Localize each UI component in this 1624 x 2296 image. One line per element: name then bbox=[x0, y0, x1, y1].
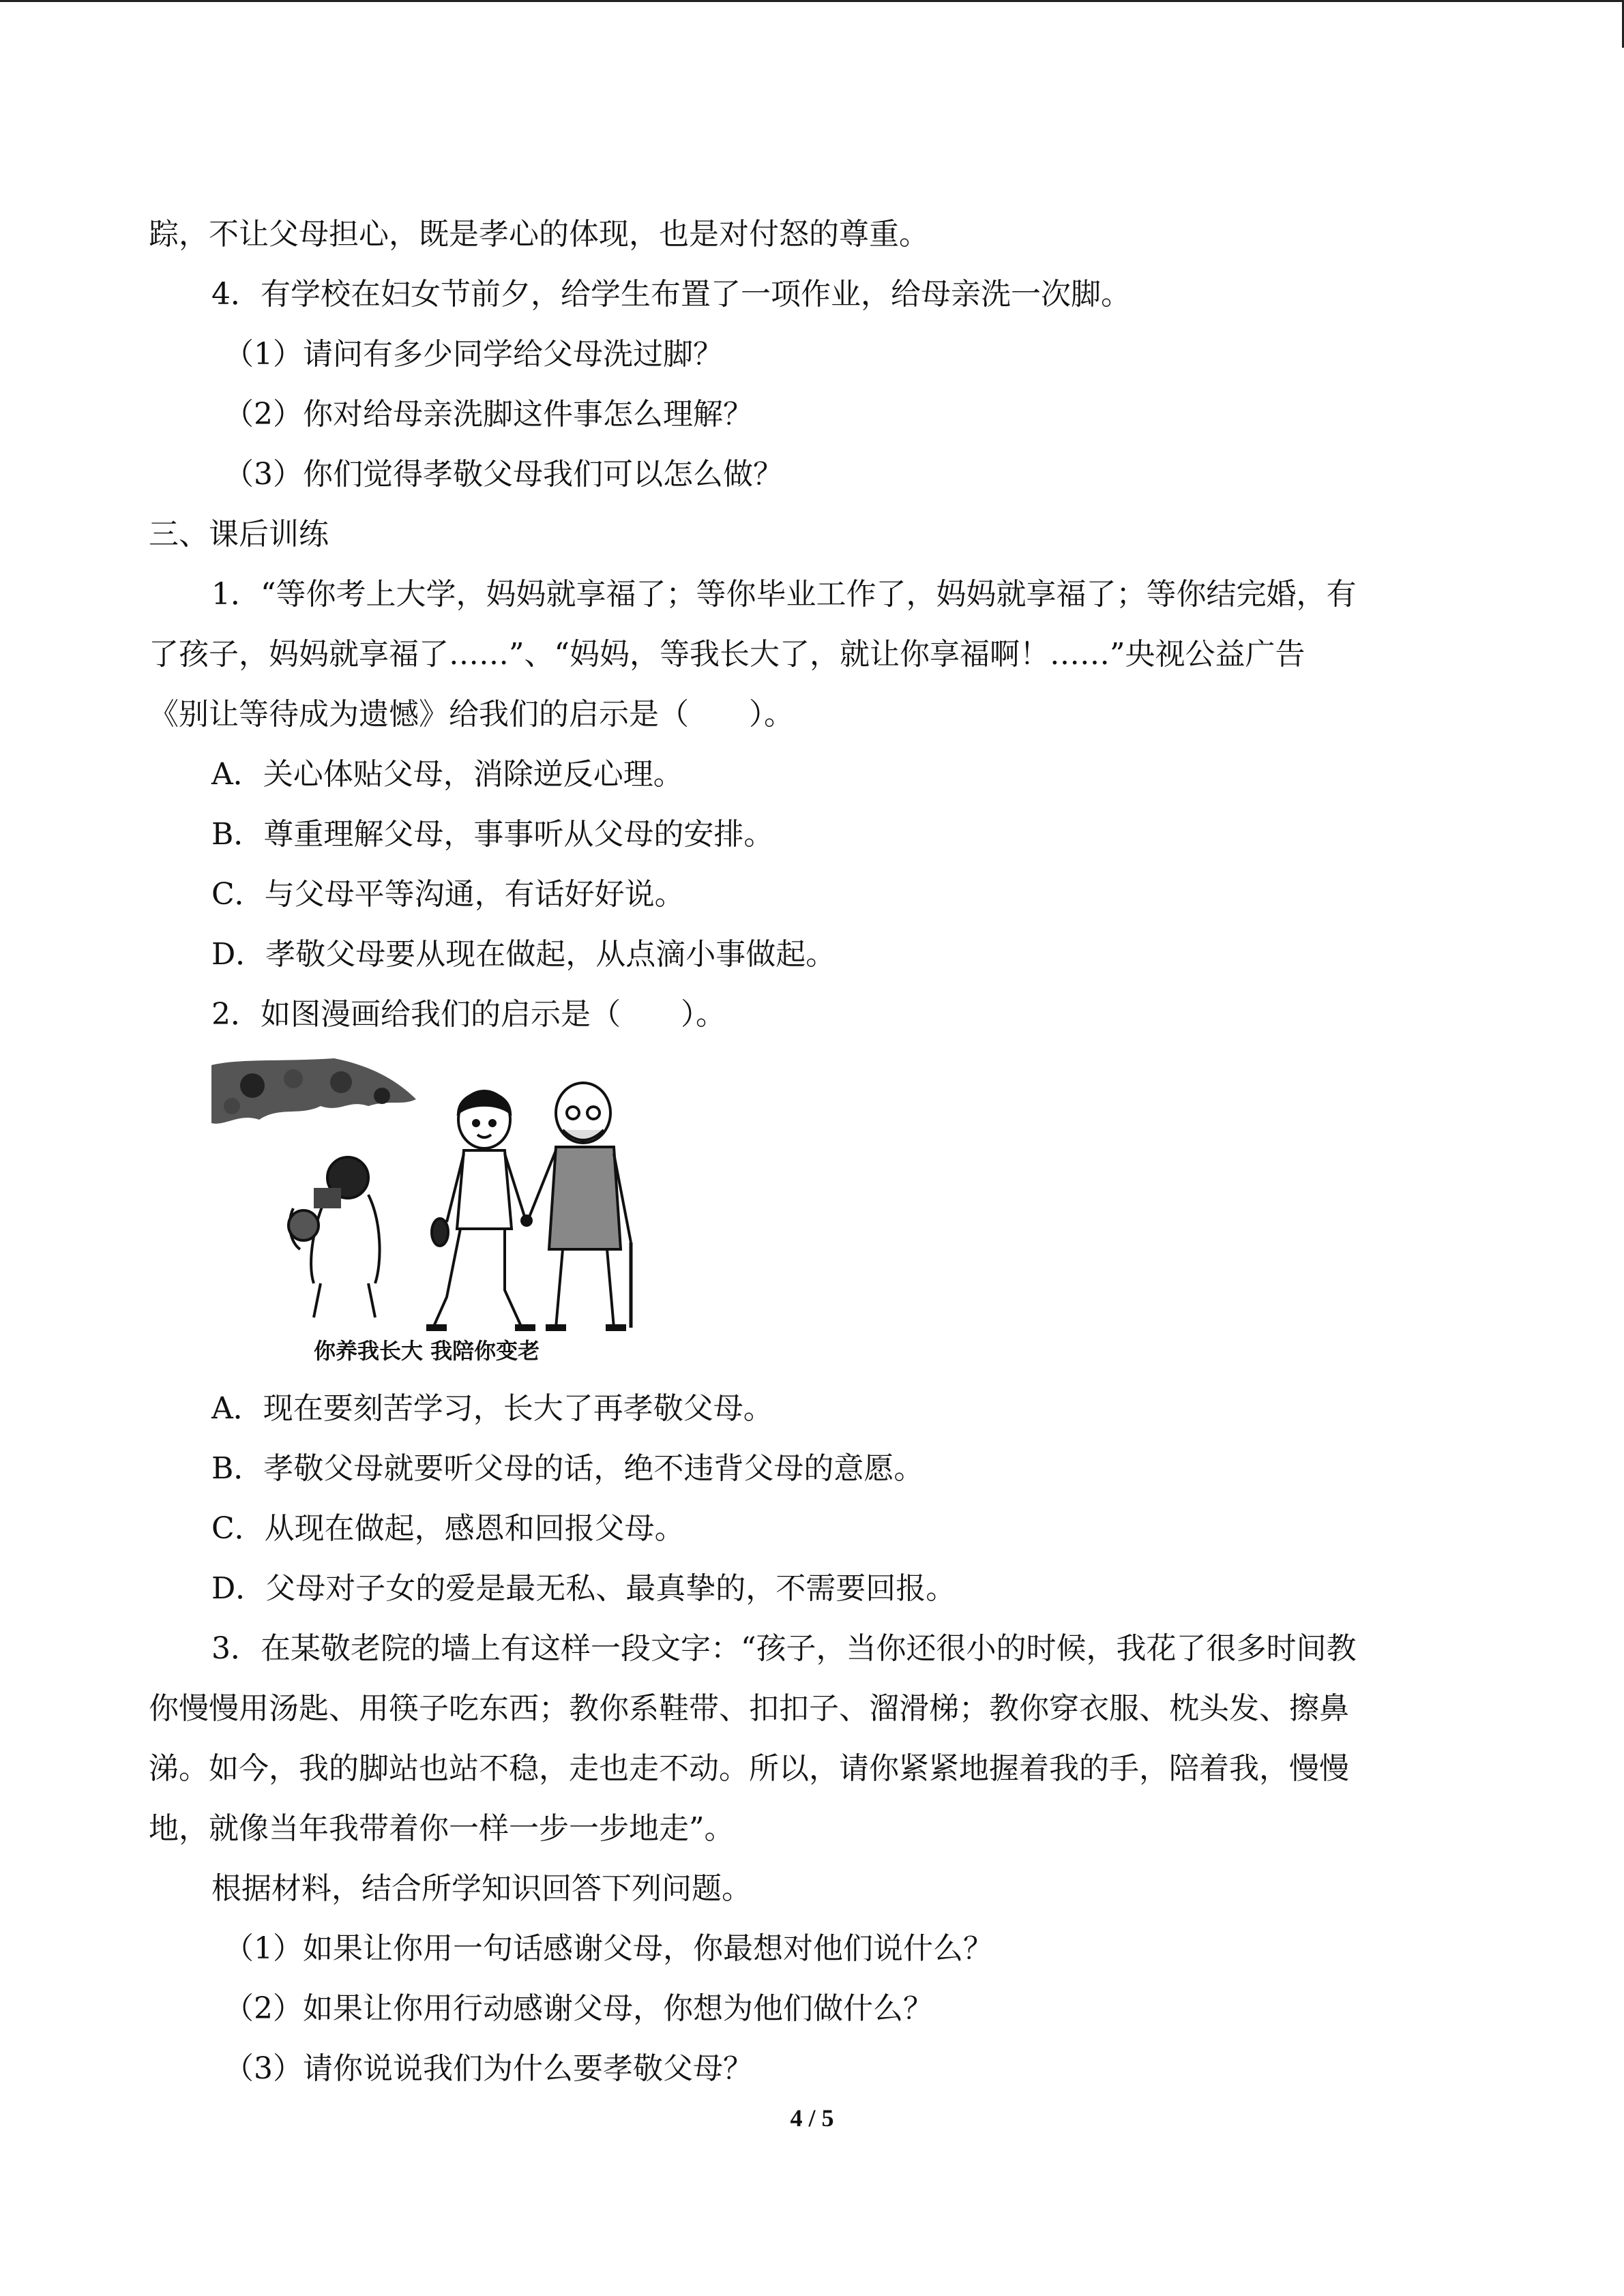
question-2-option-c: C．从现在做起，感恩和回报父母。 bbox=[211, 1511, 685, 1546]
question-3-line-2: 你慢慢用汤匙、用筷子吃东西；教你系鞋带、扣扣子、溜滑梯；教你穿衣服、枕头发、擦鼻 bbox=[149, 1691, 1349, 1726]
question-4-sub-1: （1）请问有多少同学给父母洗过脚？ bbox=[224, 337, 723, 372]
comic-illustration bbox=[211, 1058, 675, 1365]
question-4-sub-2: （2）你对给母亲洗脚这件事怎么理解？ bbox=[224, 397, 753, 432]
question-3-line-3: 涕。如今，我的脚站也站不稳，走也走不动。所以，请你紧紧地握着我的手，陪着我，慢慢 bbox=[149, 1751, 1349, 1786]
question-3-prompt: 根据材料，结合所学知识回答下列问题。 bbox=[211, 1871, 752, 1906]
question-2-option-a: A．现在要刻苦学习，长大了再孝敬父母。 bbox=[211, 1391, 773, 1426]
grandpa-figure bbox=[529, 1083, 631, 1328]
question-2-option-d: D．父母对子女的爱是最无私、最真挚的，不需要回报。 bbox=[211, 1571, 956, 1606]
page-number: 4 / 5 bbox=[790, 2104, 834, 2132]
question-1-option-c: C．与父母平等沟通，有话好好说。 bbox=[211, 877, 685, 912]
held-hands bbox=[520, 1214, 533, 1227]
comic-caption: 你养我长大 我陪你变老 bbox=[314, 1338, 540, 1364]
question-3-line-1: 3．在某敬老院的墙上有这样一段文字：“孩子，当你还很小的时候，我花了很多时间教 bbox=[211, 1631, 1357, 1666]
question-4-sub-3: （3）你们觉得孝敬父母我们可以怎么做？ bbox=[224, 457, 783, 492]
question-1-line-3: 《别让等待成为遗憾》给我们的启示是（ ）。 bbox=[149, 697, 794, 732]
question-3-line-4: 地，就像当年我带着你一样一步一步地走”。 bbox=[149, 1811, 735, 1846]
section-heading: 三、课后训练 bbox=[149, 517, 329, 552]
mother-and-child bbox=[289, 1157, 380, 1317]
question-3-sub-1: （1）如果让你用一句话感谢父母，你最想对他们说什么？ bbox=[224, 1931, 993, 1966]
question-1-line-2: 了孩子，妈妈就享福了……”、“妈妈，等我长大了，就让你享福啊！……”央视公益广告 bbox=[149, 637, 1305, 672]
question-1-option-a: A．关心体贴父母，消除逆反心理。 bbox=[211, 757, 683, 792]
text-line: 踪，不让父母担心，既是孝心的体现，也是对付怒的尊重。 bbox=[149, 217, 929, 252]
document-page bbox=[149, 205, 1486, 2099]
tree-foliage bbox=[211, 1058, 416, 1124]
question-2: 2．如图漫画给我们的启示是（ ）。 bbox=[211, 997, 726, 1032]
question-3-sub-2: （2）如果让你用行动感谢父母，你想为他们做什么？ bbox=[224, 1991, 933, 2026]
question-1-option-d: D．孝敬父母要从现在做起，从点滴小事做起。 bbox=[211, 937, 836, 972]
question-1-option-b: B．尊重理解父母，事事听从父母的安排。 bbox=[211, 817, 774, 852]
question-1-line-1: 1．“等你考上大学，妈妈就享福了；等你毕业工作了，妈妈就享福了；等你结完婚，有 bbox=[211, 577, 1357, 612]
question-3-sub-3: （3）请你说说我们为什么要孝敬父母？ bbox=[224, 2051, 753, 2086]
question-2-option-b: B．孝敬父母就要听父母的话，绝不违背父母的意愿。 bbox=[211, 1451, 924, 1486]
comic-figure bbox=[149, 1058, 1486, 1379]
top-border bbox=[0, 0, 1624, 2]
boy-figure bbox=[426, 1091, 535, 1328]
question-4: 4．有学校在妇女节前夕，给学生布置了一项作业，给母亲洗一次脚。 bbox=[211, 277, 1131, 312]
